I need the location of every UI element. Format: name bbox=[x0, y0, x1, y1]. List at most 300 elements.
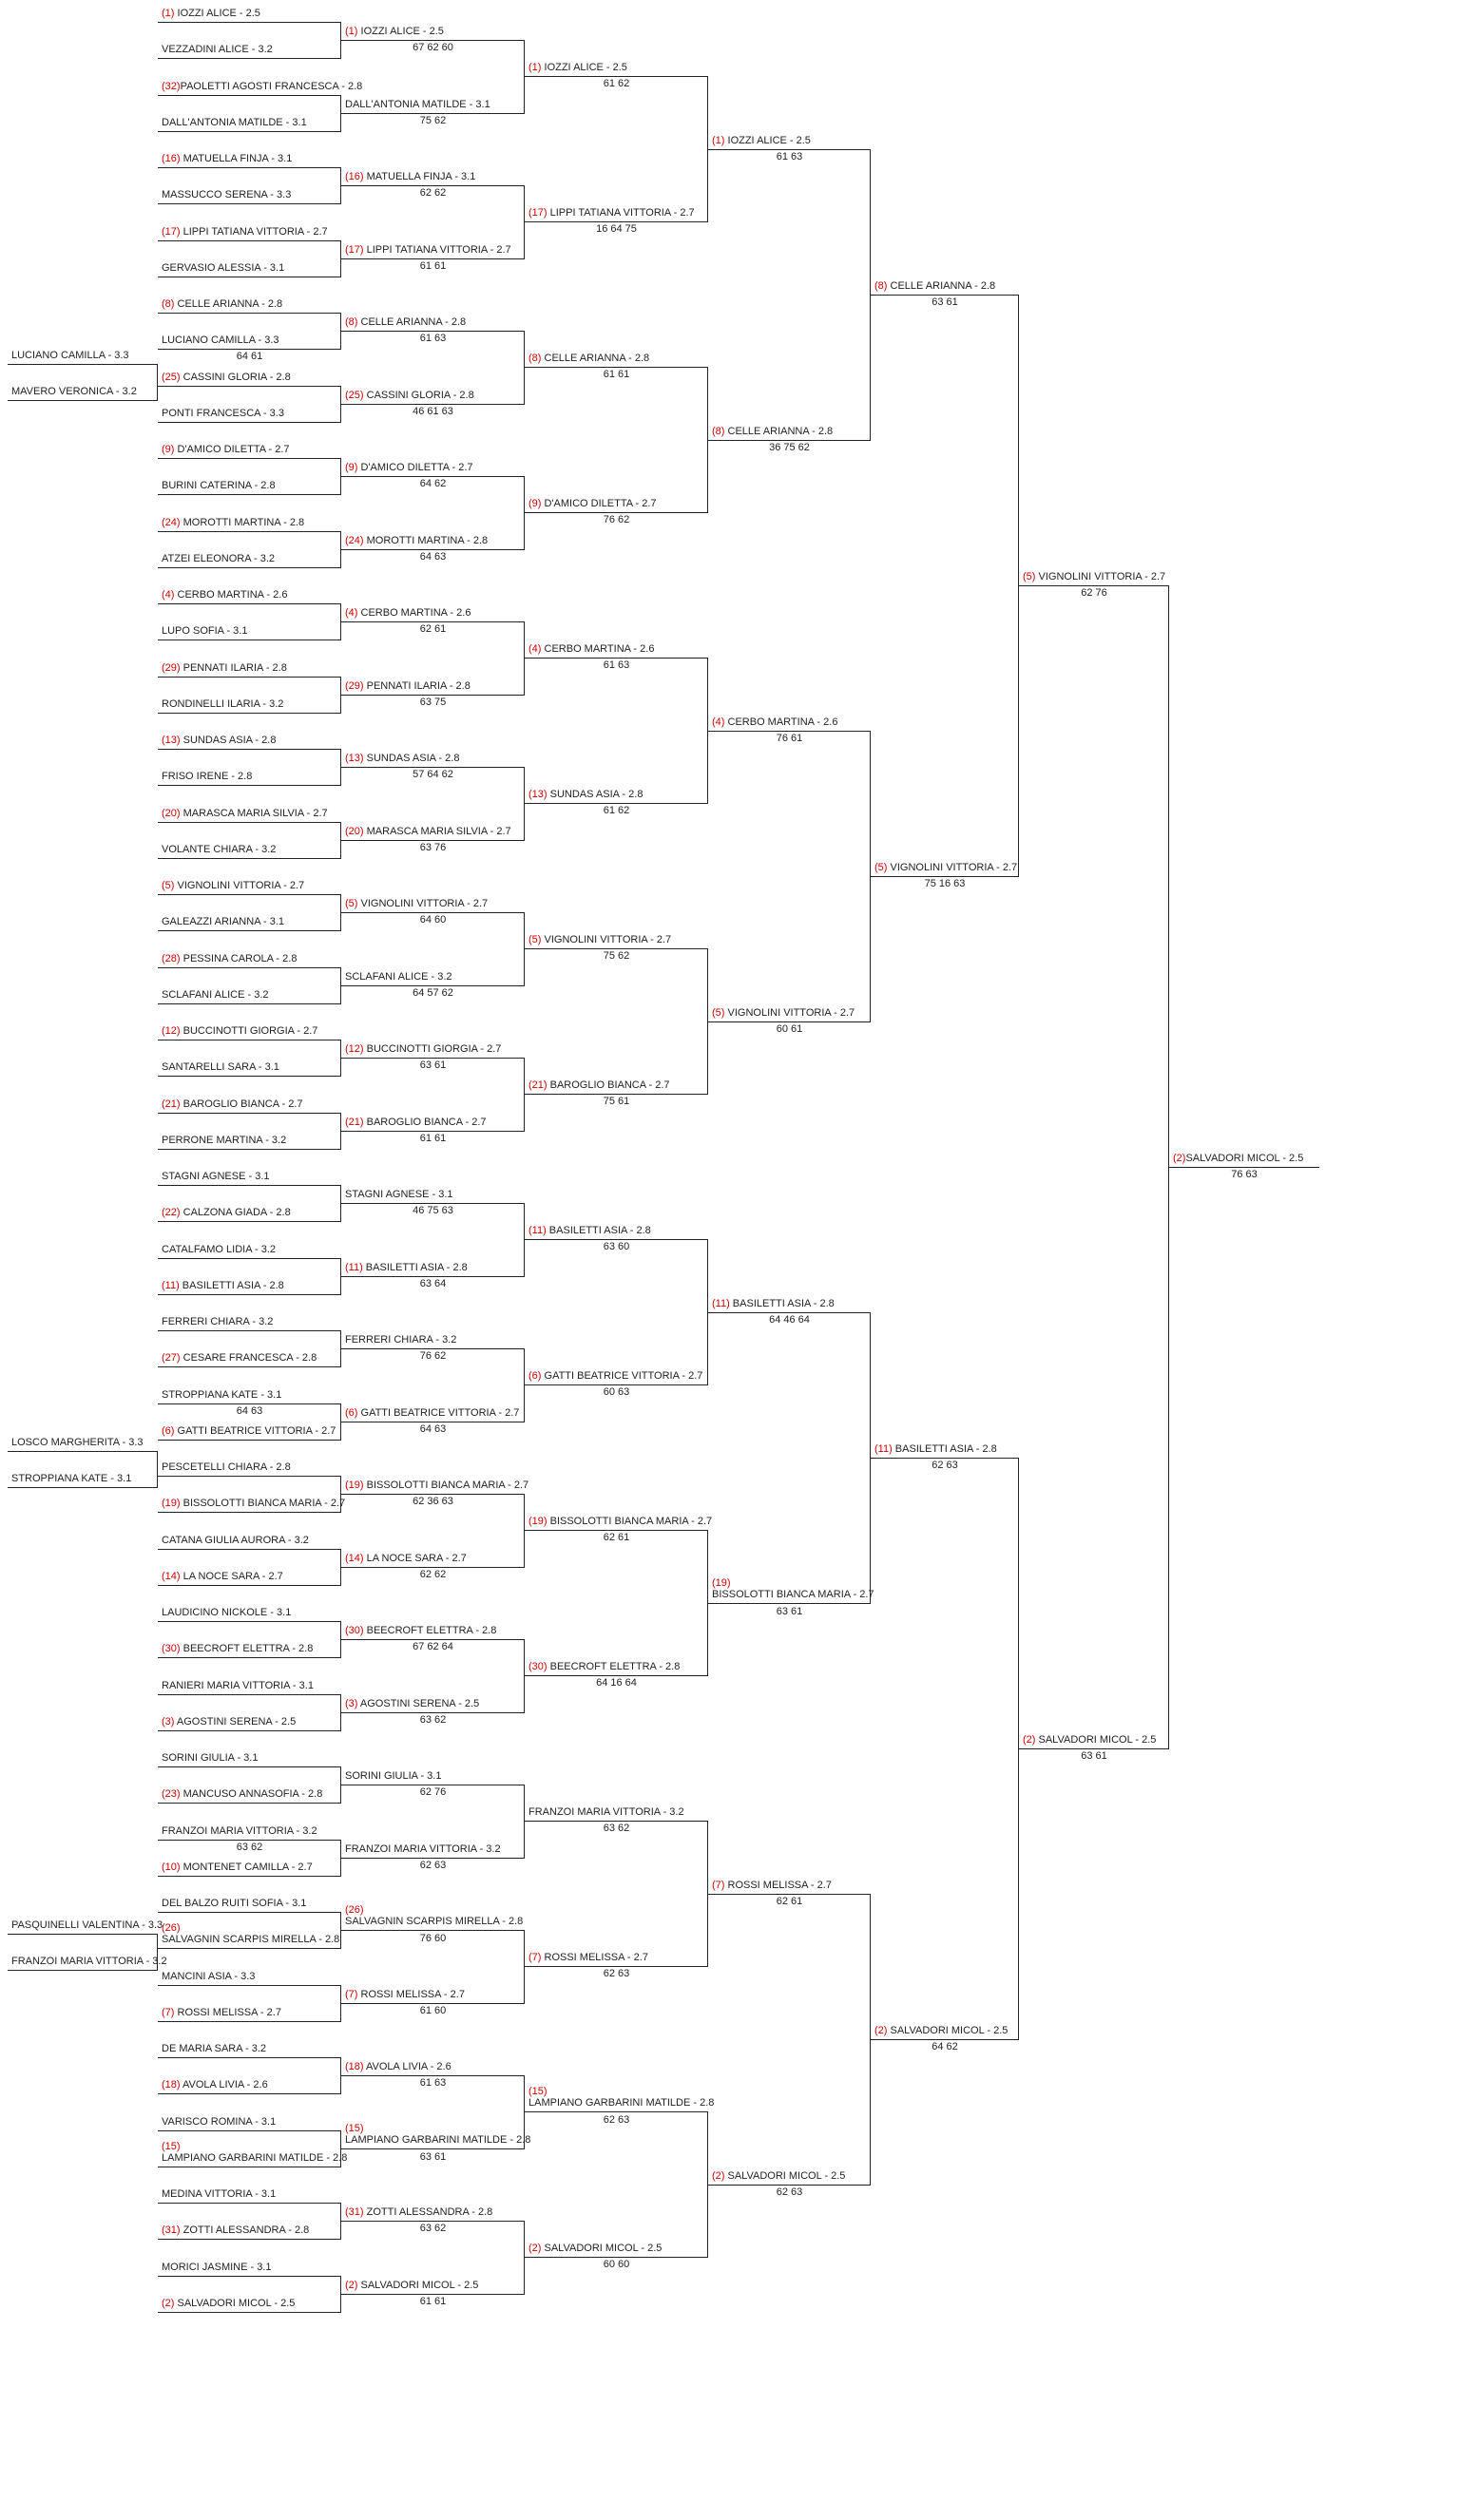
player-name bbox=[11, 1956, 167, 1967]
player-name bbox=[1173, 1153, 1303, 1164]
seed-number: (11) bbox=[162, 1279, 180, 1291]
player-name bbox=[528, 62, 627, 73]
round16-slot bbox=[525, 785, 708, 817]
player-label: BISSOLOTTI BIANCA MARIA - 2.7 bbox=[712, 1588, 874, 1600]
player-name bbox=[162, 2224, 309, 2236]
seed-number: (17) bbox=[162, 225, 181, 238]
player-label: MATUELLA FINJA - 3.1 bbox=[363, 171, 476, 182]
seed-number: (25) bbox=[345, 389, 364, 401]
player-name bbox=[345, 99, 490, 110]
player-name bbox=[874, 862, 1017, 873]
match-score: 76 63 bbox=[1231, 1168, 1258, 1180]
player-name bbox=[162, 625, 247, 637]
seed-number: (12) bbox=[345, 1043, 364, 1055]
round32-slot bbox=[341, 1476, 529, 1507]
player-name bbox=[528, 353, 649, 364]
round64-slot bbox=[158, 1603, 341, 1622]
seed-number: (5) bbox=[1023, 570, 1036, 582]
player-label: LUCIANO CAMILLA - 3.3 bbox=[11, 350, 129, 361]
player-label: BUCCINOTTI GIORGIA - 2.7 bbox=[180, 1025, 318, 1037]
player-name bbox=[345, 898, 488, 909]
player-label: ROSSI MELISSA - 2.7 bbox=[541, 1952, 648, 1964]
player-label: AVOLA LIVIA - 2.6 bbox=[180, 2079, 268, 2090]
player-label: VIGNOLINI VITTORIA - 2.7 bbox=[887, 861, 1018, 873]
seed-number: (30) bbox=[345, 1625, 364, 1636]
round64-slot bbox=[158, 1531, 341, 1550]
match-score: 62 63 bbox=[603, 2114, 630, 2127]
match-score: 63 76 bbox=[419, 841, 447, 853]
player-label: BAROGLIO BIANCA - 2.7 bbox=[363, 1116, 487, 1128]
player-label: VIGNOLINI VITTORIA - 2.7 bbox=[724, 1006, 855, 1019]
prequalifying-slot bbox=[8, 1916, 163, 1935]
seed-number: (11) bbox=[712, 1297, 730, 1309]
player-name bbox=[345, 2206, 492, 2218]
match-score: 61 60 bbox=[419, 2004, 447, 2016]
seed-number: (19) bbox=[162, 1498, 181, 1509]
seed-number: (8) bbox=[712, 425, 725, 437]
player-name bbox=[11, 1919, 163, 1931]
round32-slot bbox=[341, 1403, 525, 1435]
match-score: 46 61 63 bbox=[413, 405, 453, 417]
player-label: SALVAGNIN SCARPIS MIRELLA - 2.8 bbox=[345, 1916, 524, 1927]
seed-number: (2) bbox=[874, 2024, 888, 2036]
match-score: 57 64 62 bbox=[413, 769, 453, 780]
round64-slot bbox=[158, 1639, 341, 1658]
match-score: 63 61 bbox=[932, 296, 958, 308]
seed-number: (15) bbox=[528, 2086, 548, 2098]
seed-number: (13) bbox=[528, 789, 548, 801]
round64-slot bbox=[158, 2075, 341, 2094]
match-score: 67 62 64 bbox=[413, 1641, 453, 1652]
player-name bbox=[162, 408, 284, 419]
player-label: ROSSI MELISSA - 2.7 bbox=[357, 1988, 465, 2000]
player-name bbox=[162, 117, 307, 128]
seed-number: (3) bbox=[162, 1715, 175, 1728]
seed-number: (16) bbox=[162, 153, 181, 164]
round32-slot bbox=[341, 1766, 525, 1798]
player-label: MARASCA MARIA SILVIA - 2.7 bbox=[363, 825, 511, 837]
match-score: 64 63 bbox=[419, 550, 447, 563]
player-label: CELLE ARIANNA - 2.8 bbox=[724, 425, 834, 437]
round64-slot bbox=[158, 1822, 341, 1853]
seed-number: (4) bbox=[712, 716, 725, 728]
seed-number: (19) bbox=[712, 1576, 731, 1589]
seed-number: (9) bbox=[345, 462, 358, 473]
match-score: 63 60 bbox=[603, 1241, 630, 1253]
player-name bbox=[345, 1262, 468, 1273]
player-label: RANIERI MARIA VITTORIA - 3.1 bbox=[162, 1679, 314, 1691]
seed-number: (21) bbox=[528, 1079, 548, 1092]
player-name bbox=[162, 2141, 347, 2164]
round32-slot bbox=[341, 1113, 525, 1144]
player-name bbox=[162, 1716, 296, 1728]
prequalifying-slot bbox=[8, 1952, 167, 1971]
round32-slot bbox=[341, 822, 525, 853]
player-name bbox=[162, 662, 287, 674]
seed-number: (31) bbox=[345, 2206, 364, 2218]
player-label: PASQUINELLI VALENTINA - 3.3 bbox=[11, 1919, 163, 1931]
quarterfinals-slot bbox=[708, 422, 871, 453]
player-name bbox=[712, 2170, 845, 2182]
player-name bbox=[345, 1334, 456, 1346]
player-name bbox=[1023, 571, 1165, 582]
match-score: 61 63 bbox=[603, 659, 630, 672]
round64-slot bbox=[158, 585, 341, 604]
round32-slot bbox=[341, 1694, 525, 1726]
player-label: FRANZOI MARIA VITTORIA - 3.2 bbox=[11, 1956, 167, 1967]
round64-slot bbox=[158, 2003, 341, 2022]
match-score: 62 63 bbox=[932, 1459, 958, 1471]
player-name bbox=[528, 1516, 712, 1527]
seed-number: (1) bbox=[345, 26, 358, 37]
player-label: BISSOLOTTI BIANCA MARIA - 2.7 bbox=[363, 1480, 529, 1491]
player-label: PESCETELLI CHIARA - 2.8 bbox=[162, 1461, 291, 1473]
player-label: VIGNOLINI VITTORIA - 2.7 bbox=[174, 880, 305, 891]
round64-slot bbox=[158, 549, 341, 568]
match-score: 62 76 bbox=[419, 1786, 447, 1798]
seed-number: (8) bbox=[345, 316, 358, 328]
round64-slot bbox=[158, 2112, 341, 2131]
player-label: SORINI GIULIA - 3.1 bbox=[345, 1770, 442, 1782]
seed-number: (29) bbox=[162, 661, 181, 674]
round64-slot bbox=[158, 949, 341, 968]
round64-slot bbox=[158, 2039, 341, 2058]
player-name bbox=[345, 1480, 528, 1491]
player-label: FRISO IRENE - 2.8 bbox=[162, 771, 253, 782]
player-label: STAGNI AGNESE - 3.1 bbox=[162, 1171, 270, 1182]
round32-slot bbox=[341, 2119, 531, 2163]
player-name bbox=[162, 1461, 291, 1473]
seed-number: (6) bbox=[528, 1370, 542, 1383]
player-label: VIGNOLINI VITTORIA - 2.7 bbox=[357, 898, 489, 909]
seed-number: (2) bbox=[1023, 1733, 1036, 1746]
match-score: 76 62 bbox=[419, 1350, 447, 1362]
seed-number: (23) bbox=[162, 1788, 181, 1800]
player-name bbox=[528, 1370, 702, 1382]
player-name bbox=[528, 1952, 648, 1963]
player-label: SALVAGNIN SCARPIS MIRELLA - 2.8 bbox=[162, 1934, 340, 1945]
round16-slot bbox=[525, 1657, 708, 1690]
round64-slot bbox=[158, 513, 341, 532]
round64-slot bbox=[158, 985, 341, 1004]
seed-number: (3) bbox=[345, 1697, 358, 1709]
seed-number: (8) bbox=[874, 279, 888, 292]
player-name bbox=[162, 444, 290, 455]
player-label: IOZZI ALICE - 2.5 bbox=[174, 8, 260, 19]
match-score: 64 57 62 bbox=[413, 986, 453, 999]
round32-slot bbox=[341, 1040, 525, 1071]
round32-slot bbox=[341, 1900, 525, 1944]
match-score: 75 61 bbox=[603, 1096, 630, 1108]
match-score: 61 63 bbox=[419, 2077, 447, 2089]
player-label: PESSINA CAROLA - 2.8 bbox=[180, 952, 298, 964]
player-label: SUNDAS ASIA - 2.8 bbox=[547, 789, 644, 801]
round64-slot bbox=[158, 1095, 341, 1114]
player-name bbox=[162, 480, 276, 491]
player-label: CERBO MARTINA - 2.6 bbox=[357, 607, 471, 619]
match-score: 64 63 bbox=[419, 1422, 447, 1435]
round64-slot bbox=[158, 695, 341, 714]
player-name bbox=[162, 2079, 268, 2090]
player-name bbox=[712, 1880, 832, 1891]
player-label: LOSCO MARGHERITA - 3.3 bbox=[11, 1437, 144, 1448]
round64-slot bbox=[158, 1203, 341, 1222]
player-label: SCLAFANI ALICE - 3.2 bbox=[162, 988, 269, 1001]
round64-slot bbox=[158, 258, 341, 277]
player-label: CERBO MARTINA - 2.6 bbox=[541, 643, 655, 656]
round32-slot bbox=[341, 2203, 525, 2234]
round64-slot bbox=[158, 77, 363, 96]
seed-number: (26) bbox=[162, 1922, 181, 1934]
round32-slot bbox=[341, 894, 525, 926]
round64-slot bbox=[158, 1422, 341, 1441]
player-name bbox=[162, 334, 279, 346]
player-name bbox=[162, 1607, 291, 1618]
seed-number: (18) bbox=[345, 2061, 364, 2072]
player-name bbox=[11, 1437, 144, 1448]
player-label: FERRERI CHIARA - 3.2 bbox=[345, 1334, 457, 1346]
round32-slot bbox=[341, 2057, 525, 2089]
prequalifying-slot bbox=[8, 346, 158, 365]
player-name bbox=[345, 1407, 519, 1419]
player-label: CERBO MARTINA - 2.6 bbox=[724, 716, 838, 728]
round64-slot bbox=[158, 1712, 341, 1731]
match-score: 62 61 bbox=[603, 1532, 630, 1544]
seed-number: (7) bbox=[345, 1988, 358, 2000]
round64-slot bbox=[158, 1858, 341, 1877]
round64-slot bbox=[158, 659, 341, 678]
player-name bbox=[345, 1625, 496, 1636]
seed-number: (25) bbox=[162, 371, 181, 383]
match-score: 61 63 bbox=[776, 150, 803, 162]
round64-slot bbox=[158, 1276, 341, 1295]
seed-number: (22) bbox=[162, 1207, 181, 1218]
player-name bbox=[162, 698, 283, 710]
player-name bbox=[874, 2025, 1008, 2036]
seed-number: (4) bbox=[162, 589, 175, 601]
seed-number: (21) bbox=[345, 1116, 364, 1128]
round16-slot bbox=[525, 1366, 708, 1399]
seed-number: (2) bbox=[712, 2169, 725, 2182]
player-name bbox=[162, 1280, 284, 1291]
seed-number: (8) bbox=[528, 353, 542, 365]
round32-slot bbox=[341, 95, 525, 126]
player-name bbox=[162, 1061, 279, 1073]
round32-slot bbox=[341, 677, 525, 708]
player-label: LIPPI TATIANA VITTORIA - 2.7 bbox=[180, 225, 328, 238]
player-label: CELLE ARIANNA - 2.8 bbox=[541, 353, 650, 365]
player-label: BASILETTI ASIA - 2.8 bbox=[179, 1279, 284, 1291]
player-name bbox=[162, 2188, 276, 2200]
seed-number: (20) bbox=[162, 807, 181, 819]
match-score: 64 16 64 bbox=[596, 1677, 637, 1690]
match-score: 64 62 bbox=[932, 2040, 958, 2052]
match-score: 64 63 bbox=[236, 1404, 263, 1417]
seed-number: (19) bbox=[345, 1480, 364, 1491]
player-name bbox=[345, 680, 471, 692]
player-name bbox=[162, 2262, 272, 2273]
seed-number: (6) bbox=[162, 1424, 175, 1437]
seed-number: (4) bbox=[345, 607, 358, 619]
round64-slot bbox=[158, 40, 341, 59]
round16-slot bbox=[525, 203, 708, 236]
match-score: 76 60 bbox=[419, 1933, 447, 1944]
match-score: 75 62 bbox=[419, 114, 447, 126]
seed-number: (24) bbox=[345, 534, 364, 546]
player-label: MAVERO VERONICA - 3.2 bbox=[11, 386, 137, 397]
prequalifying-slot bbox=[8, 382, 158, 401]
player-name bbox=[162, 989, 269, 1001]
prequalifying-slot bbox=[8, 1433, 158, 1452]
player-name bbox=[162, 1025, 317, 1037]
player-name bbox=[11, 386, 137, 397]
player-name bbox=[162, 1861, 313, 1873]
seed-number: (24) bbox=[162, 516, 181, 528]
quarterfinals-slot bbox=[708, 1574, 874, 1617]
round16-slot bbox=[525, 494, 708, 526]
semifinals-slot bbox=[871, 858, 1019, 889]
player-name bbox=[528, 789, 643, 800]
match-score: 63 62 bbox=[603, 1823, 630, 1835]
seed-number: (10) bbox=[162, 1861, 181, 1873]
player-label: SALVADORI MICOL - 2.5 bbox=[357, 2279, 479, 2291]
player-label: CASSINI GLORIA - 2.8 bbox=[180, 371, 291, 383]
match-score: 67 62 60 bbox=[413, 42, 453, 53]
player-label: ROSSI MELISSA - 2.7 bbox=[174, 2006, 281, 2018]
player-name bbox=[528, 643, 654, 655]
round64-slot bbox=[158, 1021, 341, 1040]
player-label: GALEAZZI ARIANNA - 3.1 bbox=[162, 916, 284, 927]
match-score: 63 62 bbox=[236, 1841, 263, 1853]
player-label: DALL'ANTONIA MATILDE - 3.1 bbox=[162, 116, 307, 128]
round64-slot bbox=[158, 404, 341, 423]
player-label: SALVADORI MICOL - 2.5 bbox=[1185, 1152, 1304, 1164]
seed-number: (21) bbox=[162, 1098, 181, 1110]
match-score: 61 63 bbox=[419, 333, 447, 344]
player-name bbox=[712, 1298, 835, 1309]
player-name bbox=[162, 2043, 266, 2054]
player-label: BASILETTI ASIA - 2.8 bbox=[892, 1442, 997, 1455]
round16-slot bbox=[525, 930, 708, 963]
round64-slot bbox=[158, 1240, 341, 1259]
round64-slot bbox=[158, 4, 341, 23]
seed-number: (14) bbox=[162, 1570, 181, 1582]
player-name bbox=[345, 1189, 453, 1200]
player-name bbox=[162, 1498, 345, 1509]
player-name bbox=[345, 1989, 465, 2000]
quarterfinals-slot bbox=[708, 1294, 871, 1326]
seed-number: (29) bbox=[345, 679, 364, 692]
seed-number: (6) bbox=[345, 1406, 358, 1419]
match-score: 60 61 bbox=[776, 1022, 803, 1035]
player-name bbox=[345, 753, 459, 764]
seed-number: (19) bbox=[528, 1516, 548, 1528]
match-score: 63 61 bbox=[776, 1605, 803, 1617]
player-name bbox=[874, 1443, 997, 1455]
match-score: 76 62 bbox=[603, 514, 630, 526]
player-name bbox=[712, 426, 833, 437]
round64-slot bbox=[158, 804, 341, 823]
player-name bbox=[162, 1571, 283, 1582]
match-score: 61 61 bbox=[419, 2295, 447, 2307]
round32-slot bbox=[341, 458, 525, 489]
player-label: D'AMICO DILETTA - 2.7 bbox=[357, 462, 473, 473]
player-name bbox=[162, 1098, 303, 1110]
player-name bbox=[712, 716, 837, 728]
player-name bbox=[162, 153, 292, 164]
round16-slot bbox=[525, 1221, 708, 1253]
seed-number: (5) bbox=[345, 898, 358, 909]
player-label: STROPPIANA KATE - 3.1 bbox=[11, 1473, 132, 1484]
seed-number: (30) bbox=[162, 1643, 181, 1654]
player-label: AGOSTINI SERENA - 2.5 bbox=[357, 1697, 480, 1709]
player-label: BASILETTI ASIA - 2.8 bbox=[546, 1225, 651, 1237]
player-name bbox=[712, 1007, 855, 1019]
player-name bbox=[162, 1971, 255, 1982]
round32-slot bbox=[341, 1330, 525, 1362]
player-label: PENNATI ILARIA - 2.8 bbox=[363, 679, 471, 692]
round64-slot bbox=[158, 876, 341, 895]
round64-slot bbox=[158, 1567, 341, 1586]
quarterfinals-slot bbox=[708, 2167, 871, 2198]
player-label: IOZZI ALICE - 2.5 bbox=[541, 62, 627, 74]
player-label: BEECROFT ELETTRA - 2.8 bbox=[180, 1643, 314, 1654]
player-label: CALZONA GIADA - 2.8 bbox=[180, 1207, 291, 1218]
seed-number: (17) bbox=[528, 207, 548, 220]
round64-slot bbox=[158, 2185, 341, 2204]
seed-number: (15) bbox=[345, 2122, 364, 2134]
player-label: LUPO SOFIA - 3.1 bbox=[162, 625, 248, 637]
player-name bbox=[162, 517, 304, 528]
player-name bbox=[162, 262, 284, 274]
seed-number: (2) bbox=[528, 2243, 542, 2255]
quarterfinals-slot bbox=[708, 1876, 871, 1907]
round64-slot bbox=[158, 440, 341, 459]
player-label: MASSUCCO SERENA - 3.3 bbox=[162, 189, 292, 200]
player-label: STROPPIANA KATE - 3.1 bbox=[162, 1388, 282, 1401]
round64-slot bbox=[158, 1919, 341, 1949]
match-score: 63 61 bbox=[419, 1060, 447, 1071]
seed-number: (1) bbox=[162, 8, 175, 19]
round32-slot bbox=[341, 1185, 525, 1216]
player-label: MANCUSO ANNASOFIA - 2.8 bbox=[180, 1788, 323, 1800]
match-score: 62 63 bbox=[776, 2186, 803, 2198]
seed-number: (20) bbox=[345, 825, 364, 837]
match-score: 46 75 63 bbox=[413, 1205, 453, 1216]
round64-slot bbox=[158, 295, 341, 314]
seed-number: (4) bbox=[528, 643, 542, 656]
match-score: 62 76 bbox=[1081, 586, 1107, 599]
player-name bbox=[345, 1553, 467, 1564]
round16-slot bbox=[525, 1803, 708, 1835]
player-label: BISSOLOTTI BIANCA MARIA - 2.7 bbox=[547, 1516, 713, 1528]
player-label: GATTI BEATRICE VITTORIA - 2.7 bbox=[174, 1424, 336, 1437]
player-name bbox=[345, 244, 511, 256]
player-label: SUNDAS ASIA - 2.8 bbox=[363, 753, 460, 764]
player-name bbox=[162, 771, 252, 782]
player-name bbox=[162, 1316, 273, 1327]
seed-number: (27) bbox=[162, 1352, 181, 1364]
round64-slot bbox=[158, 1167, 341, 1186]
player-label: CERBO MARTINA - 2.6 bbox=[174, 589, 288, 601]
match-score: 62 61 bbox=[419, 623, 447, 635]
round16-slot bbox=[525, 2082, 715, 2127]
player-name bbox=[162, 1680, 314, 1691]
match-score: 63 62 bbox=[419, 2223, 447, 2234]
player-label: SALVADORI MICOL - 2.5 bbox=[724, 2169, 846, 2182]
seed-number: (5) bbox=[528, 934, 542, 946]
player-name bbox=[162, 953, 297, 964]
